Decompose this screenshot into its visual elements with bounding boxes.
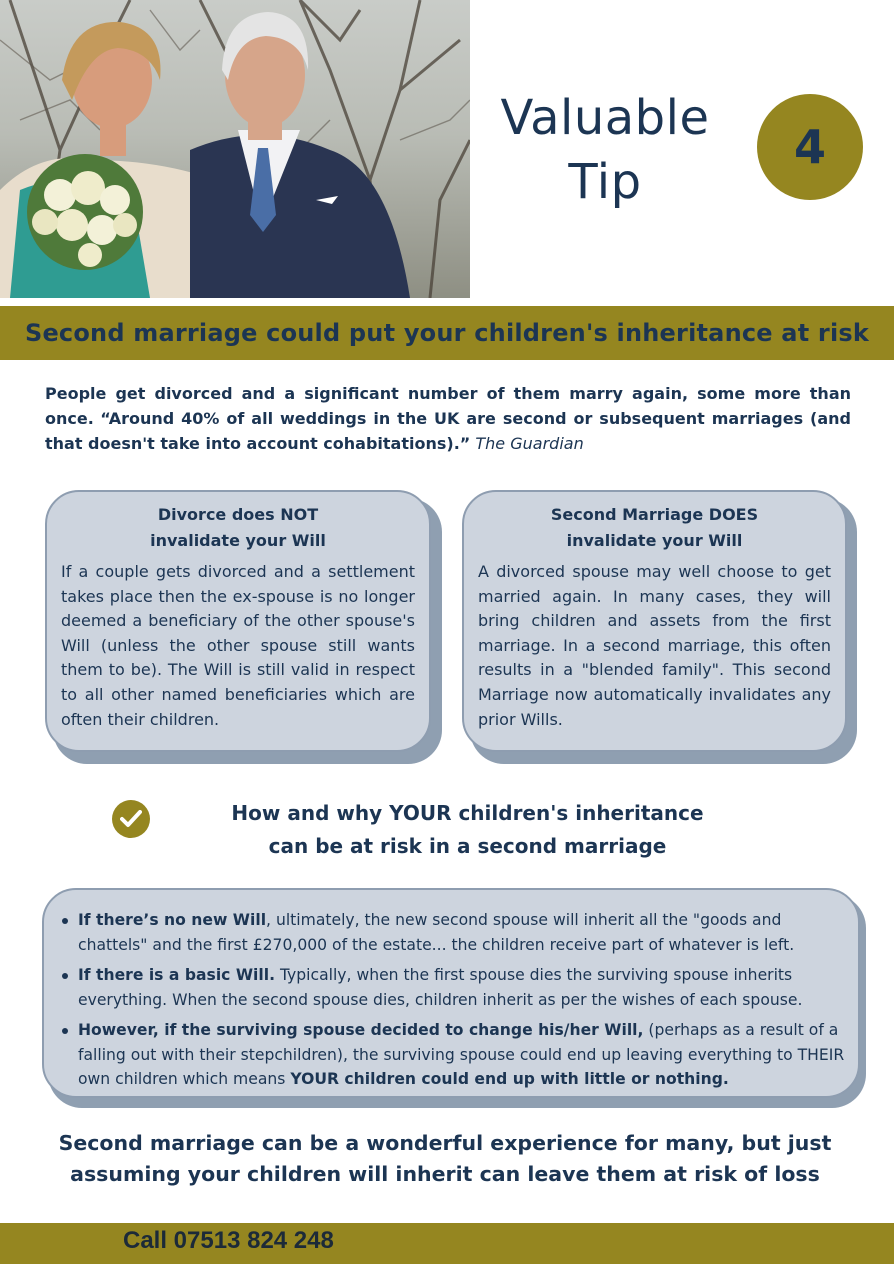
card-body: If a couple gets divorced and a settlement takes place then the ex-spouse is no longer deemed a beneficiary of the other spouse's Will (unless the other spouse still wants them to be). The Will is still valid in respect to all other named beneficiaries which are often their children. — [61, 562, 415, 729]
risk-text: (perhaps as a result of a falling out with their stepchildren), the surviving spouse could end up leaving everything to THEIR own children which means — [78, 1021, 845, 1088]
headline-text: Second marriage could put your children's inheritance at risk — [24, 319, 870, 347]
risk-list — [44, 908, 858, 1092]
card-body: A divorced spouse may well choose to get married again. In many cases, they will bring children and assets from the first marriage. In a second marriage, this often results in a "blended family". This second Marriage now automatically invalidates any prior Wills. — [478, 562, 831, 729]
footer-bar — [0, 1223, 894, 1264]
risk-text: , ultimately, the new second spouse will inherit all the "goods and chattels" and the first £270,000 of the estate... the children receive part of whatever is left. — [78, 911, 795, 954]
wedding-couple-photo — [0, 0, 470, 298]
second-marriage-card — [462, 490, 847, 752]
list-item — [58, 1018, 846, 1092]
risk-card — [42, 888, 860, 1098]
closing-line: assuming your children will inherit can leave them at risk of loss — [70, 1162, 820, 1186]
intro-sentence: People get divorced and a significant number of them marry again, some more than once. — [45, 384, 851, 428]
section-heading-line: can be at risk in a second marriage — [268, 834, 667, 858]
list-item — [58, 963, 846, 1012]
tip-number-badge: 4 — [757, 94, 863, 200]
card-title-line: Divorce does NOT — [157, 505, 319, 524]
risk-bold-end: YOUR children could end up with little or nothing. — [290, 1070, 729, 1088]
divorce-card — [45, 490, 431, 752]
card-title-line: Second Marriage DOES — [550, 505, 759, 524]
risk-bold: If there is a basic Will. — [78, 966, 275, 984]
section-heading — [180, 797, 755, 863]
intro-source: The Guardian — [475, 434, 584, 453]
phone-number[interactable]: Call 07513 824 248 — [123, 1227, 334, 1254]
card-title — [47, 502, 429, 554]
section-heading-line: How and why YOUR children's inheritance — [231, 801, 704, 825]
list-item — [58, 908, 846, 957]
title-line-1: Valuable — [500, 90, 710, 146]
title-line-2: Tip — [568, 154, 642, 210]
headline-banner — [0, 306, 894, 360]
risk-text: Typically, when the first spouse dies the surviving spouse inherits everything. When the second spouse dies, children inherit as per the wishes of each spouse. — [78, 966, 803, 1009]
card-title-line: invalidate your Will — [566, 531, 743, 550]
closing-line: Second marriage can be a wonderful experience for many, but just — [58, 1131, 832, 1155]
checkmark-icon — [112, 800, 150, 838]
risk-bold: However, if the surviving spouse decided to change his/her Will, — [78, 1021, 644, 1039]
intro-quote: “Around 40% of all weddings in the UK are second or subsequent marriages (and that doesn't take into account cohabitations).” — [45, 409, 851, 453]
card-title-line: invalidate your Will — [150, 531, 326, 550]
closing-statement — [45, 1128, 845, 1190]
page-title — [490, 86, 720, 214]
card-title — [464, 502, 845, 554]
intro-paragraph — [45, 381, 851, 456]
risk-bold: If there’s no new Will — [78, 911, 267, 929]
